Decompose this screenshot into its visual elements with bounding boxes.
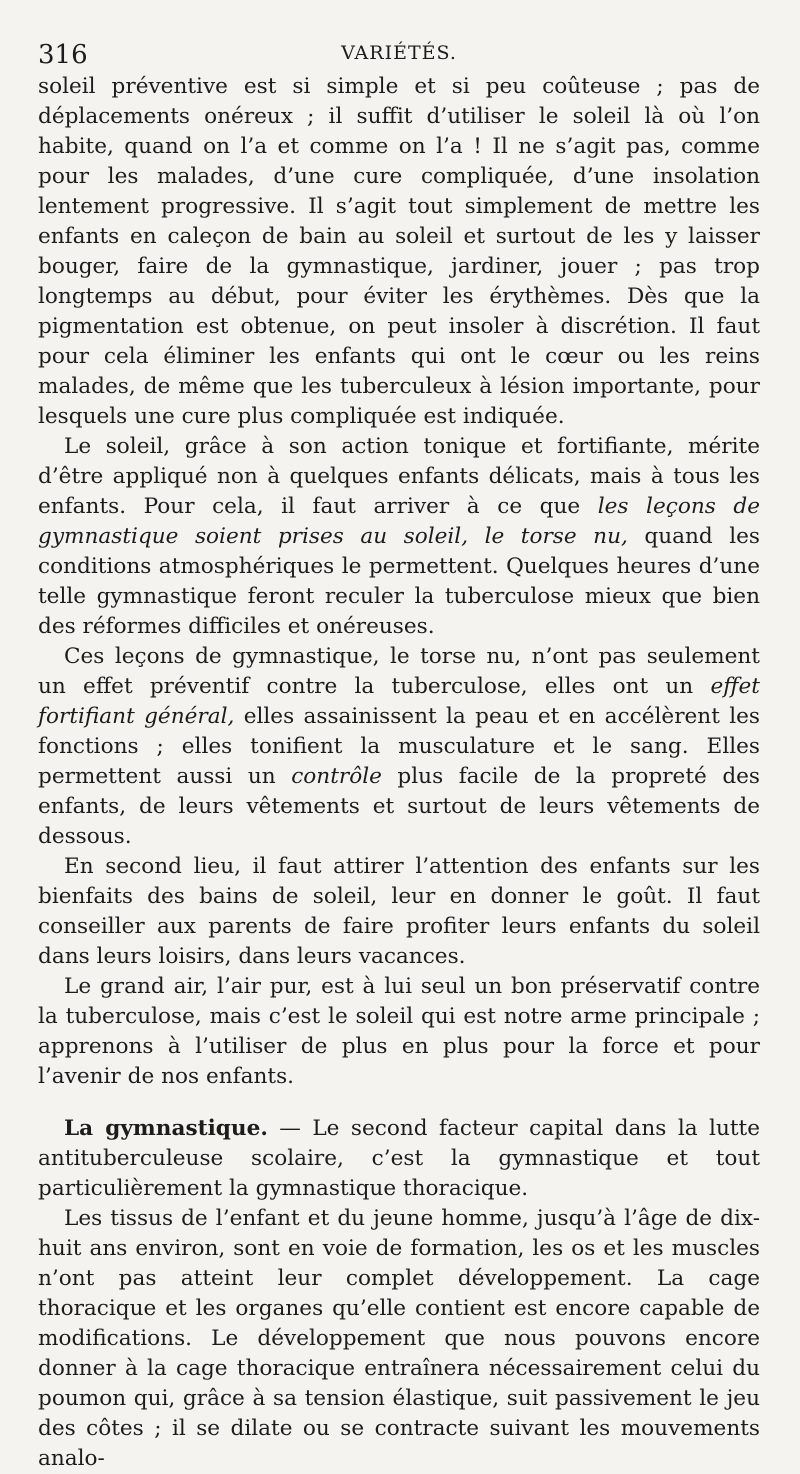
text-run: plus facile de la propreté des enfants, de leurs vêtements et surtout de leurs vêtements de dessous. bbox=[38, 764, 761, 849]
italic-text: les leçons de gymnastique soient prises au soleil, le torse nu, bbox=[38, 494, 760, 549]
italic-text: effet fortifiant général, bbox=[38, 674, 760, 729]
paragraph bbox=[38, 432, 760, 642]
paragraph: En second lieu, il faut attirer l’attention des enfants sur les bienfaits des bains de soleil, leur en donner le goût. Il faut conseiller aux parents de faire profiter leurs enfants du soleil dans leurs loisirs, dans leurs vacances. bbox=[38, 854, 760, 969]
page-header bbox=[38, 34, 760, 72]
text-run: elles assainissent la peau et en accélèrent les fonctions ; elles tonifient la musculature et le sang. Elles permettent aussi un bbox=[38, 704, 760, 789]
paragraph: Les tissus de l’enfant et du jeune homme, jusqu’à l’âge de dix-huit ans environ, sont en voie de formation, les os et les muscles n’ont pas atteint leur complet développement. La cage thoracique et les organes qu’elle contient est encore capable de modifications. Le développement que nous pouvons encore donner à la cage thoracique entraînera nécessairement celui du poumon qui, grâce à sa tension élastique, suit passivement le jeu des côtes ; il se dilate ou se contracte suivant les mouvements analo- bbox=[38, 1206, 760, 1471]
page-number: 316 bbox=[38, 40, 88, 70]
text-run: Le soleil, grâce à son action tonique et fortifiante, mérite d’être appliqué non à quelques enfants délicats, mais à tous les enfants. Pour cela, il faut arriver à ce que bbox=[38, 434, 760, 519]
text-run: — Le second facteur capital dans la lutte antituberculeuse scolaire, c’est la gymnastique et tout particulièrement la gymnastique thoracique. bbox=[38, 1116, 760, 1201]
text-run: quand les conditions atmosphériques le permettent. Quelques heures d’une telle gymnastique feront reculer la tuberculose mieux que bien des réformes difficiles et onéreuses. bbox=[38, 524, 760, 639]
text-run: Ces leçons de gymnastique, le torse nu, n’ont pas seulement un effet préventif contre la tuberculose, elles ont un bbox=[38, 644, 760, 699]
section-paragraph bbox=[38, 1114, 760, 1204]
paragraph bbox=[38, 642, 760, 852]
page-body bbox=[38, 72, 760, 1474]
italic-text: contrôle bbox=[291, 764, 382, 789]
section-spacer bbox=[38, 1092, 760, 1114]
paragraph: soleil préventive est si simple et si peu coûteuse ; pas de déplacements onéreux ; il suffit d’utiliser le soleil là où l’on habite, quand on l’a et comme on l’a ! Il ne s’agit pas, comme pour les malades, d’une cure compliquée, d’une insolation lentement progressive. Il s’agit tout simplement de mettre les enfants en caleçon de bain au soleil et surtout de les y laisser bouger, faire de la gymnastique, jardiner, jouer ; pas trop longtemps au début, pour éviter les érythèmes. Dès que la pigmentation est obtenue, on peut insoler à discrétion. Il faut pour cela éliminer les enfants qui ont le cœur ou les reins malades, de même que les tuberculeux à lésion importante, pour lesquels une cure plus compliquée est indiquée. bbox=[38, 74, 760, 429]
paragraph: Le grand air, l’air pur, est à lui seul un bon préservatif contre la tuberculose, mais c’est le soleil qui est notre arme principale ; apprenons à l’utiliser de plus en plus pour la force et pour l’avenir de nos enfants. bbox=[38, 974, 760, 1089]
section-title: La gymnastique. bbox=[64, 1116, 268, 1141]
running-title: VARIÉTÉS. bbox=[341, 42, 457, 64]
